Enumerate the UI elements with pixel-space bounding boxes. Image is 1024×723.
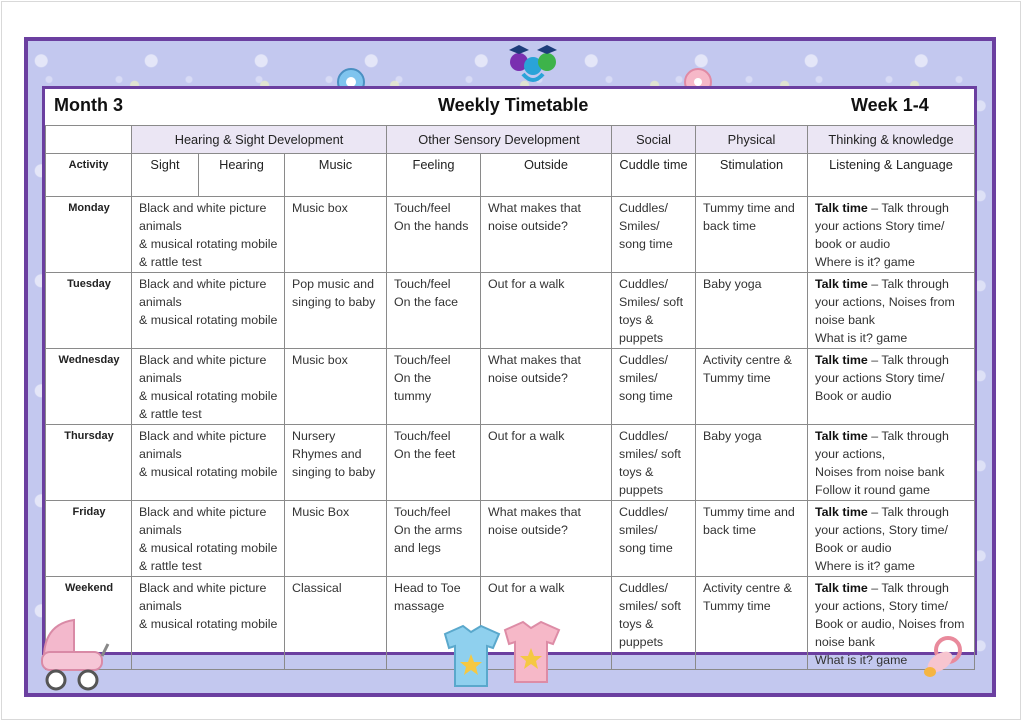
col-sight: Sight: [132, 154, 199, 197]
stimulation-cell: Baby yoga: [696, 273, 808, 349]
week-label: Week 1-4: [851, 95, 929, 115]
day-cell: Weekend: [46, 577, 132, 670]
col-stimulation: Stimulation: [696, 154, 808, 197]
outside-cell: What makes that noise outside?: [481, 349, 612, 425]
table-row: [46, 425, 975, 501]
table-row: [46, 501, 975, 577]
outside-cell: Out for a walk: [481, 425, 612, 501]
talk-time-label: Talk time: [815, 201, 868, 215]
col-music: Music: [285, 154, 387, 197]
timetable-sheet: [42, 86, 977, 667]
col-cuddle-time: Cuddle time: [612, 154, 696, 197]
listening-cell: [808, 425, 975, 501]
sight-hearing-cell: Black and white picture animals & musical rotating mobile & rattle test: [132, 501, 285, 577]
listening-cell: [808, 197, 975, 273]
group-other-sensory: Other Sensory Development: [387, 126, 612, 154]
group-physical: Physical: [696, 126, 808, 154]
column-header-row: [46, 154, 975, 197]
music-cell: Music box: [285, 349, 387, 425]
feeling-cell: Touch/feel On the hands: [387, 197, 481, 273]
talk-time-label: Talk time: [815, 429, 868, 443]
baby-clothes-icon: [437, 620, 567, 694]
listening-cell: [808, 273, 975, 349]
talk-time-label: Talk time: [815, 277, 868, 291]
talk-time-label: Talk time: [815, 353, 868, 367]
listening-text: – Talk through your actions, Noises from noise bank Follow it round game: [815, 429, 949, 497]
group-social: Social: [612, 126, 696, 154]
music-cell: Music Box: [285, 501, 387, 577]
stimulation-cell: Activity centre & Tummy time: [696, 349, 808, 425]
music-cell: Classical: [285, 577, 387, 670]
stimulation-cell: Activity centre & Tummy time: [696, 577, 808, 670]
col-feeling: Feeling: [387, 154, 481, 197]
cuddle-cell: Cuddles/ smiles/ song time: [612, 501, 696, 577]
stimulation-cell: Baby yoga: [696, 425, 808, 501]
pacifier-icon: [918, 632, 968, 682]
listening-cell: [808, 349, 975, 425]
feeling-cell: Head to Toe massage: [387, 577, 481, 670]
sight-hearing-cell: Black and white picture animals & musical rotating mobile: [132, 577, 285, 670]
sight-hearing-cell: Black and white picture animals & musical rotating mobile: [132, 425, 285, 501]
sight-hearing-cell: Black and white picture animals & musical rotating mobile: [132, 273, 285, 349]
listening-text: – Talk through your actions, Noises from noise bank What is it? game: [815, 277, 955, 345]
outside-cell: Out for a walk: [481, 577, 612, 670]
col-outside: Outside: [481, 154, 612, 197]
day-cell: Tuesday: [46, 273, 132, 349]
outside-cell: What makes that noise outside?: [481, 501, 612, 577]
outside-cell: What makes that noise outside?: [481, 197, 612, 273]
talk-time-label: Talk time: [815, 581, 868, 595]
cuddle-cell: Cuddles/ smiles/ song time: [612, 349, 696, 425]
stimulation-cell: Tummy time and back time: [696, 197, 808, 273]
cuddle-cell: Cuddles/ Smiles/ soft toys & puppets: [612, 273, 696, 349]
outside-cell: Out for a walk: [481, 273, 612, 349]
table-row: [46, 349, 975, 425]
sight-hearing-cell: Black and white picture animals & musical rotating mobile & rattle test: [132, 197, 285, 273]
group-thinking: Thinking & knowledge: [808, 126, 975, 154]
listening-text: – Talk through your actions Story time/ Book or audio: [815, 353, 949, 403]
cuddle-cell: Cuddles/ smiles/ soft toys & puppets: [612, 425, 696, 501]
listening-text: – Talk through your actions Story time/ book or audio Where is it? game: [815, 201, 949, 269]
day-cell: Monday: [46, 197, 132, 273]
table-row: [46, 197, 975, 273]
col-listening-language: Listening & Language: [808, 154, 975, 197]
group-header-row: [46, 126, 975, 154]
cuddle-cell: Cuddles/ Smiles/ song time: [612, 197, 696, 273]
feeling-cell: Touch/feel On the arms and legs: [387, 501, 481, 577]
title-row: [45, 89, 974, 125]
pram-icon: [36, 614, 110, 694]
group-hearing-sight: Hearing & Sight Development: [132, 126, 387, 154]
month-label: Month 3: [54, 95, 123, 115]
feeling-cell: Touch/feel On the feet: [387, 425, 481, 501]
day-cell: Thursday: [46, 425, 132, 501]
cuddle-cell: Cuddles/ smiles/ soft toys & puppets: [612, 577, 696, 670]
day-cell: Friday: [46, 501, 132, 577]
col-activity: Activity: [46, 154, 132, 197]
table-row: [46, 273, 975, 349]
page-title: Weekly Timetable: [438, 95, 589, 115]
music-cell: Nursery Rhymes and singing to baby: [285, 425, 387, 501]
day-cell: Wednesday: [46, 349, 132, 425]
music-cell: Music box: [285, 197, 387, 273]
col-hearing: Hearing: [199, 154, 285, 197]
listening-cell: [808, 501, 975, 577]
music-cell: Pop music and singing to baby: [285, 273, 387, 349]
sight-hearing-cell: Black and white picture animals & musical rotating mobile & rattle test: [132, 349, 285, 425]
listening-text: – Talk through your actions, Story time/ Book or audio, Noises from noise bank What is it? game: [815, 581, 965, 667]
talk-time-label: Talk time: [815, 505, 868, 519]
feeling-cell: Touch/feel On the face: [387, 273, 481, 349]
header-blank-cell: [46, 126, 132, 154]
logo-graduates-icon: [505, 40, 561, 86]
listening-text: – Talk through your actions, Story time/ Book or audio Where is it? game: [815, 505, 949, 573]
weekly-timetable: [45, 125, 975, 670]
feeling-cell: Touch/feel On the tummy: [387, 349, 481, 425]
stimulation-cell: Tummy time and back time: [696, 501, 808, 577]
